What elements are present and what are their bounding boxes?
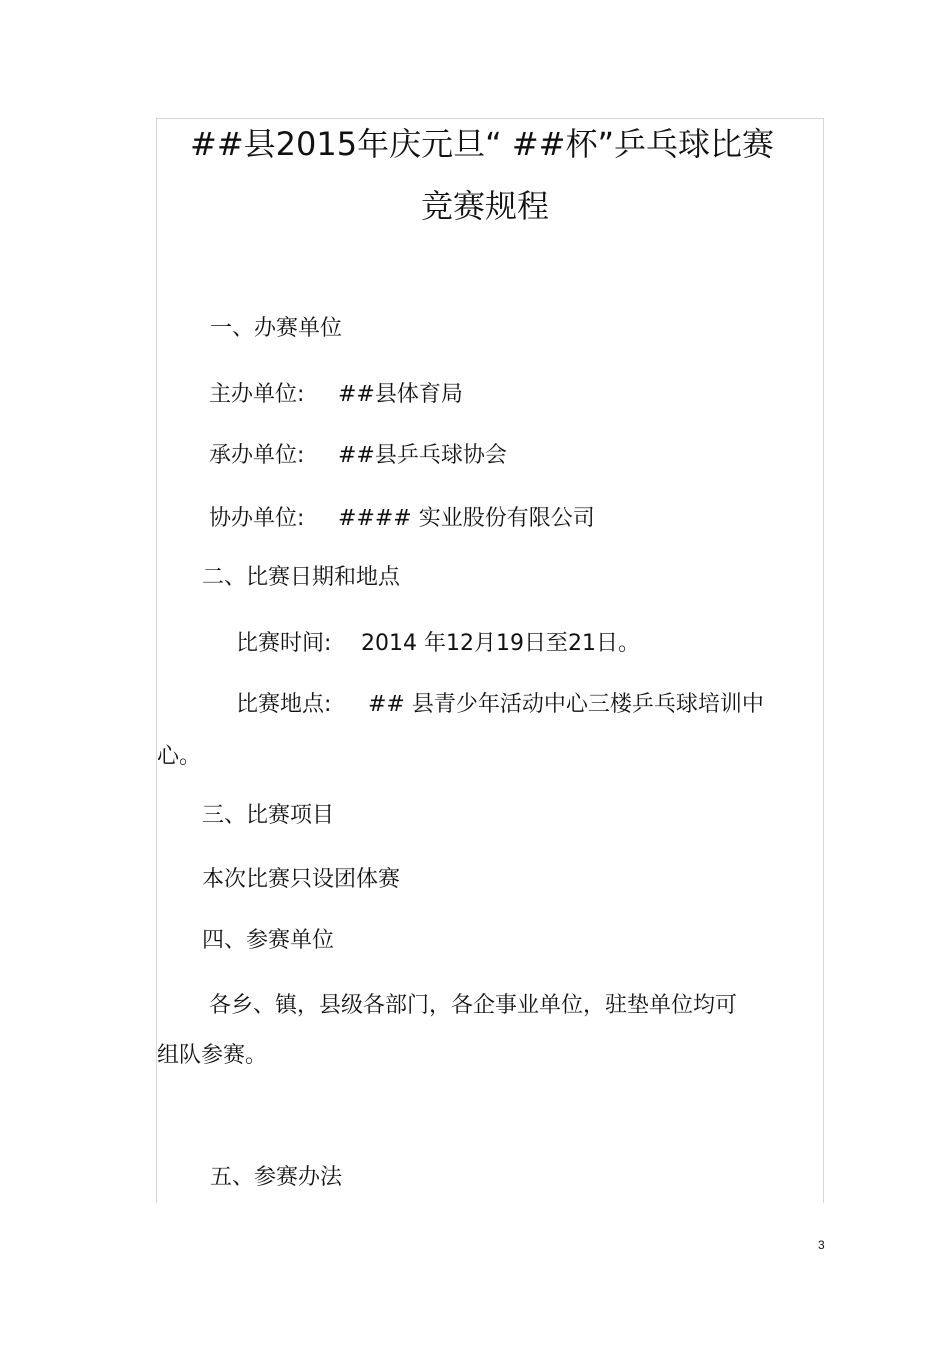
section-3-text: 本次比赛只设团体赛 — [202, 867, 401, 892]
section-5-heading: 五、参赛办法 — [210, 1165, 343, 1190]
section-4-text-line2: 组队参赛。 — [157, 1043, 268, 1068]
page-number: 3 — [818, 1238, 825, 1252]
match-place-continuation: 心。 — [157, 744, 202, 769]
match-time-value: 2014 年12月19日至21日。 — [361, 631, 640, 656]
match-place-value: ## 县青少年活动中心三楼乒乓球培训中 — [368, 692, 764, 717]
co-organizer-value: #### 实业股份有限公司 — [338, 506, 595, 531]
organizer-value: ##县乒乓球协会 — [338, 443, 507, 468]
section-2-heading: 二、比赛日期和地点 — [202, 565, 401, 590]
document-title-line2: 竞赛规程 — [421, 187, 550, 225]
co-organizer-label: 协办单位: — [209, 506, 305, 531]
section-4-heading: 四、参赛单位 — [202, 928, 335, 953]
section-3-heading: 三、比赛项目 — [202, 803, 335, 828]
document-title-line1: ##县2015年庆元旦“ ##杯”乒乓球比赛 — [190, 125, 775, 163]
page-frame — [156, 118, 824, 1203]
match-place-label: 比赛地点: — [236, 692, 332, 717]
host-value: ##县体育局 — [338, 382, 463, 407]
host-label: 主办单位: — [209, 382, 305, 407]
organizer-label: 承办单位: — [209, 443, 305, 468]
match-time-label: 比赛时间: — [236, 631, 332, 656]
section-1-heading: 一、办赛单位 — [210, 316, 343, 341]
section-4-text-line1: 各乡、镇，县级各部门，各企事业单位，驻垫单位均可 — [209, 993, 738, 1018]
